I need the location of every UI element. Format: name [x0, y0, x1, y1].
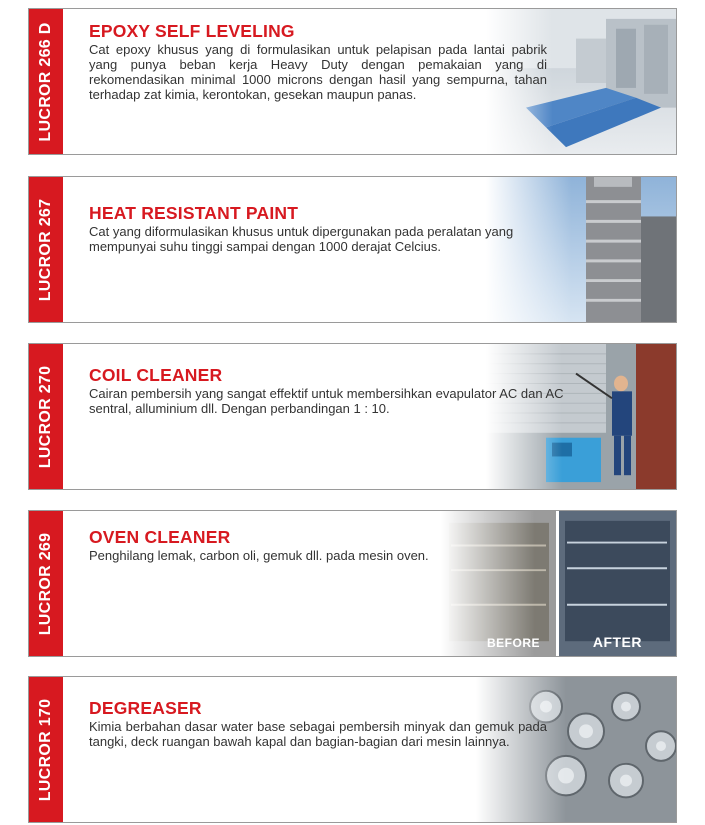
product-description: Penghilang lemak, carbon oli, gemuk dll. pada mesin oven.: [89, 548, 429, 563]
product-card-heat-resistant-paint: [28, 176, 677, 323]
engine-parts-photo: [476, 677, 676, 822]
product-code: LUCROR 270: [37, 365, 54, 468]
product-description: Cat yang diformulasikan khusus untuk dipergunakan pada peralatan yang mempunyai suhu tinggi sampai dengan 1000 derajat Celcius.: [89, 224, 514, 254]
product-code: LUCROR 269: [37, 532, 54, 635]
product-card-coil-cleaner: [28, 343, 677, 490]
after-label: AFTER: [592, 634, 642, 650]
product-title: COIL CLEANER: [89, 365, 223, 385]
product-title: HEAT RESISTANT PAINT: [89, 203, 299, 223]
product-code-band: [29, 9, 63, 154]
product-card-epoxy-self-leveling: [28, 8, 677, 155]
product-title: DEGREASER: [89, 698, 202, 718]
product-card-oven-cleaner: [28, 510, 677, 657]
before-label: BEFORE: [486, 636, 540, 650]
product-title: OVEN CLEANER: [89, 527, 231, 547]
product-description: Kimia berbahan dasar water base sebagai pembersih minyak dan gemuk pada tangki, deck ruangan bawah kapal dan bagian-bagian dari mesin lainnya.: [89, 719, 547, 749]
coil-cleaning-photo: [486, 344, 676, 489]
product-card-degreaser: [28, 676, 677, 823]
product-code: LUCROR 267: [37, 198, 54, 301]
product-title: EPOXY SELF LEVELING: [89, 21, 295, 41]
product-code: LUCROR 266 D: [37, 21, 54, 142]
product-code-band: [29, 677, 63, 822]
product-description: Cairan pembersih yang sangat effektif untuk membersihkan evapulator AC dan AC sentral, alluminium dll. Dengan perbandingan 1 : 10.: [89, 386, 564, 416]
product-description: Cat epoxy khusus yang di formulasikan untuk pelapisan pada lantai pabrik yang punya beban kerja Heavy Duty dengan pemakaian yang di rekomendasikan minimal 1000 microns dengan hasil yang sempurna, tahan terhadap zat kimia, kerontokan, gesekan maupun panas.: [89, 42, 547, 102]
product-code-band: [29, 511, 63, 656]
product-code-band: [29, 177, 63, 322]
product-code-band: [29, 344, 63, 489]
product-code: LUCROR 170: [37, 698, 54, 801]
